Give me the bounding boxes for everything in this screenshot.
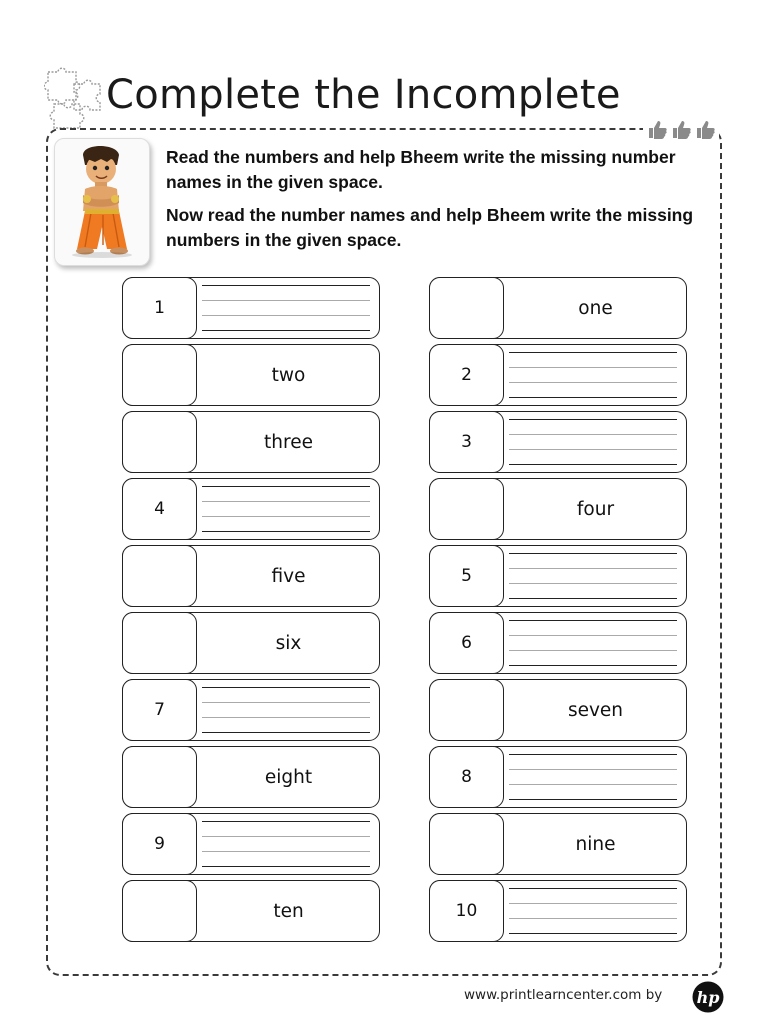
writing-lines[interactable] <box>505 752 679 802</box>
left-row-4 <box>122 478 380 540</box>
writing-lines[interactable] <box>198 283 372 333</box>
bheem-character-illustration <box>55 139 149 265</box>
instruction-numbers: Now read the number names and help Bheem write the missing numbers in the given space. <box>166 205 694 250</box>
writing-lines[interactable] <box>198 685 372 735</box>
writing-lines[interactable] <box>198 819 372 869</box>
number-word: one <box>578 297 613 319</box>
writing-lines[interactable] <box>198 484 372 534</box>
number-answer-box[interactable] <box>429 478 504 540</box>
left-row-10 <box>122 880 380 942</box>
left-row-1 <box>122 277 380 339</box>
left-row-5 <box>122 545 380 607</box>
writing-lines[interactable] <box>505 618 679 668</box>
number-box: 9 <box>122 813 197 875</box>
number-box: 8 <box>429 746 504 808</box>
number-word: eight <box>264 766 313 788</box>
number-answer-box[interactable] <box>122 746 197 808</box>
thumbs-up-group <box>643 116 719 142</box>
number-answer-box[interactable] <box>429 277 504 339</box>
number-answer-box[interactable] <box>122 545 197 607</box>
number-answer-box[interactable] <box>122 612 197 674</box>
bheem-character-card <box>54 138 150 266</box>
number-answer-box[interactable] <box>429 813 504 875</box>
writing-lines[interactable] <box>505 417 679 467</box>
right-row-7 <box>429 679 687 741</box>
right-row-5 <box>429 545 687 607</box>
number-box: 5 <box>429 545 504 607</box>
left-row-9 <box>122 813 380 875</box>
right-row-4 <box>429 478 687 540</box>
page-title: Complete the Incomplete <box>106 72 621 118</box>
left-row-3 <box>122 411 380 473</box>
number-box: 4 <box>122 478 197 540</box>
instruction-number-names: Read the numbers and help Bheem write the missing number names in the given space. <box>166 147 676 192</box>
right-row-10 <box>429 880 687 942</box>
number-answer-box[interactable] <box>122 411 197 473</box>
writing-lines[interactable] <box>505 551 679 601</box>
number-box: 10 <box>429 880 504 942</box>
right-row-8 <box>429 746 687 808</box>
number-box: 3 <box>429 411 504 473</box>
number-word: five <box>271 565 306 587</box>
left-row-2 <box>122 344 380 406</box>
right-row-2 <box>429 344 687 406</box>
left-row-8 <box>122 746 380 808</box>
number-box: 1 <box>122 277 197 339</box>
number-box: 6 <box>429 612 504 674</box>
number-word: six <box>275 632 302 654</box>
right-row-3 <box>429 411 687 473</box>
thumbs-up-icon <box>695 119 716 139</box>
number-answer-box[interactable] <box>122 344 197 406</box>
puzzle-pieces-icon <box>44 64 102 130</box>
right-row-1 <box>429 277 687 339</box>
number-word: nine <box>575 833 616 855</box>
writing-lines[interactable] <box>505 350 679 400</box>
number-box: 7 <box>122 679 197 741</box>
footer-website: www.printlearncenter.com by <box>464 987 663 1003</box>
hp-logo <box>692 981 724 1013</box>
number-word: two <box>271 364 306 386</box>
number-word: seven <box>567 699 624 721</box>
number-word: three <box>264 431 313 453</box>
number-word: ten <box>273 900 304 922</box>
number-answer-box[interactable] <box>429 679 504 741</box>
right-row-9 <box>429 813 687 875</box>
number-word: four <box>576 498 615 520</box>
thumbs-up-icon <box>671 119 692 139</box>
thumbs-up-icon <box>647 119 668 139</box>
number-box: 2 <box>429 344 504 406</box>
left-row-7 <box>122 679 380 741</box>
left-row-6 <box>122 612 380 674</box>
number-answer-box[interactable] <box>122 880 197 942</box>
right-row-6 <box>429 612 687 674</box>
writing-lines[interactable] <box>505 886 679 936</box>
hp-logo-text: hp <box>696 988 720 1007</box>
